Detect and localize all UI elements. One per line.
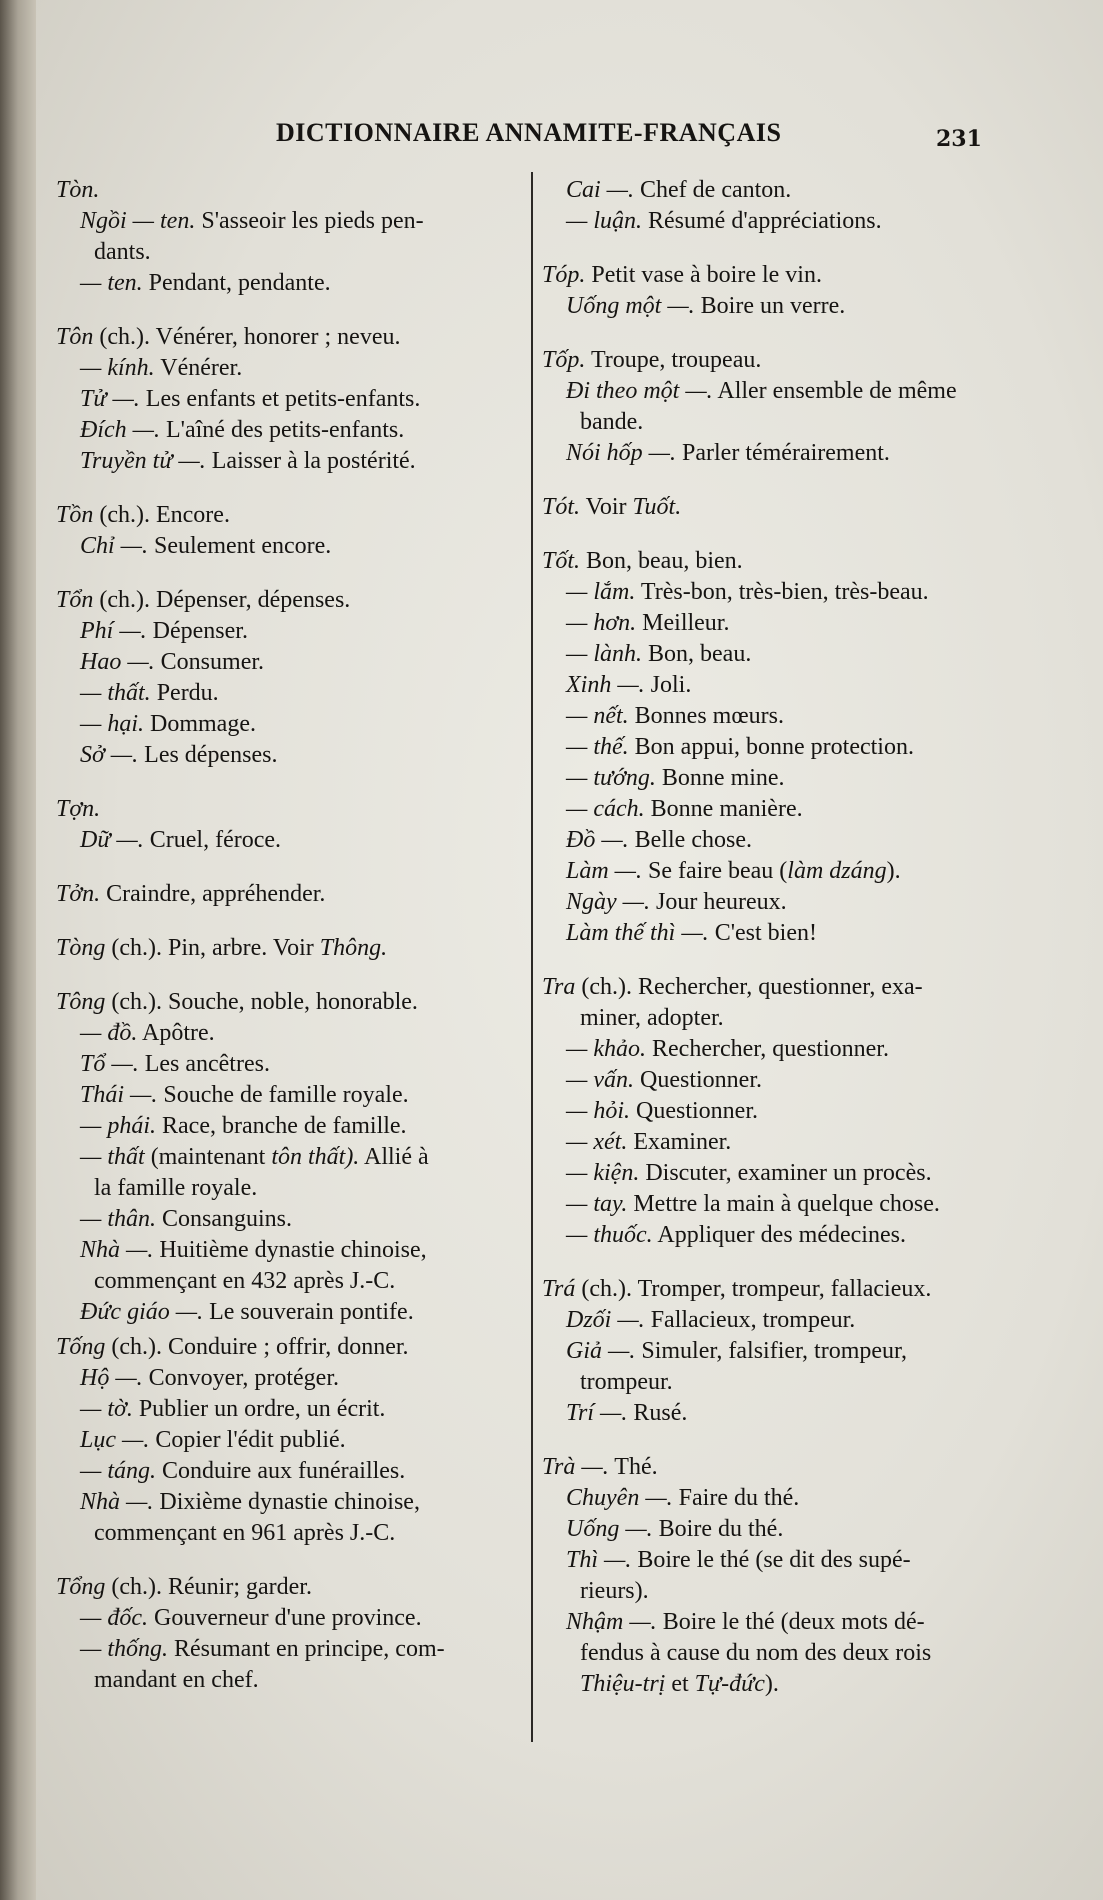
sub-entry: Tổ —. Les ancêtres. <box>80 1051 270 1077</box>
entry-ton-ch: Tôn (ch.). Vénérer, honorer ; neveu. — kính. Vénérer. Tử —. Les enfants et petits-enfants. Đích —. L'aîné des petits-enfants. Truyền tử —. Laisser à la postérité. <box>56 322 536 477</box>
sub-entry: Đi theo một —. Aller ensemble de même <box>566 378 957 404</box>
continuation: la famille royale. <box>94 1175 258 1201</box>
headword: Tổng <box>56 1574 106 1600</box>
dictionary-page <box>36 0 1103 1900</box>
headword: Tốp. <box>542 347 586 373</box>
sub-entry: Nhà —. Huitième dynastie chinoise, <box>80 1237 427 1263</box>
sub-entry: — luận. Résumé d'appréciations. <box>566 208 882 234</box>
sub-entry: Lục —. Copier l'édit publié. <box>80 1427 346 1453</box>
entry-tong-reunir: Tổng (ch.). Réunir; garder. — đốc. Gouverneur d'une province. — thống. Résumant en principe, com- mandant en chef. <box>56 1572 536 1696</box>
sub-entry: — tay. Mettre la main à quelque chose. <box>566 1191 940 1217</box>
headword: Tòng <box>56 935 106 961</box>
headword: Tống <box>56 1334 106 1360</box>
continuation: miner, adopter. <box>580 1005 724 1031</box>
continuation: commençant en 432 après J.-C. <box>94 1268 396 1294</box>
headword: Tông <box>56 989 106 1015</box>
sub-entry: Sở —. Les dépenses. <box>80 742 278 768</box>
sub-entry: — cách. Bonne manière. <box>566 796 803 822</box>
entry-top-vase: Tóp. Petit vase à boire le vin. Uống một —. Boire un verre. <box>542 260 1042 322</box>
entry-tot-bon: Tốt. Bon, beau, bien. — lắm. Très-bon, très-bien, très-beau. — hơn. Meilleur. — lành. Bon, beau. Xinh —. Joli. — nết. Bonnes mœurs. — thế. Bon appui, bonne protection. — tướng. Bonne mine. — cách. Bonne manière. Đồ —. Belle chose. Làm —. Se faire beau (làm dzáng). Ngày —. Jour heureux. Làm thế thì —. C'est bien! <box>542 546 1042 949</box>
sub-entry: — thuốc. Appliquer des médecines. <box>566 1222 906 1248</box>
sub-entry: — tờ. Publier un ordre, un écrit. <box>80 1396 386 1422</box>
sub-entry: — ten. Pendant, pendante. <box>80 270 331 296</box>
sub-entry: Dữ —. Cruel, féroce. <box>80 827 282 853</box>
entry-ton-depenser: Tổn (ch.). Dépenser, dépenses. Phí —. Dépenser. Hao —. Consumer. — thất. Perdu. — hại. Dommage. Sở —. Les dépenses. <box>56 585 536 771</box>
sub-entry: Làm thế thì —. C'est bien! <box>566 920 817 946</box>
running-header: DICTIONNAIRE ANNAMITE-FRANÇAIS <box>276 118 782 147</box>
headword: Tồn <box>56 502 94 528</box>
continuation: dants. <box>94 239 151 265</box>
sub-entry: — đốc. Gouverneur d'une province. <box>80 1605 422 1631</box>
headword: Tôn <box>56 324 94 350</box>
headword: Tợn. <box>56 796 101 822</box>
sub-entry: Uống —. Boire du thé. <box>566 1516 784 1542</box>
sub-entry: Nhậm —. Boire le thé (deux mots dé- <box>566 1609 925 1635</box>
sub-entry: — kiện. Discuter, examiner un procès. <box>566 1160 932 1186</box>
continuation: fendus à cause du nom des deux rois <box>580 1640 932 1666</box>
headword: Tót. <box>542 494 581 520</box>
sub-entry: Uống một —. Boire un verre. <box>566 293 846 319</box>
right-column <box>542 175 1042 1723</box>
entry-tong-pin: Tòng (ch.). Pin, arbre. Voir Thông. <box>56 935 388 961</box>
entry-tong-conduire: Tống (ch.). Conduire ; offrir, donner. Hộ —. Convoyer, protéger. — tờ. Publier un ordre, un écrit. Lục —. Copier l'édit publié. — táng. Conduire aux funérailles. Nhà —. Dixième dynastie chinoise, commençant en 961 après J.-C. <box>56 1332 536 1549</box>
sub-entry: — hỏi. Questionner. <box>566 1098 758 1124</box>
entry-tot-voir: Tót. Voir Tuốt. <box>542 494 682 520</box>
sub-entry: Xinh —. Joli. <box>566 672 692 698</box>
entry-tra-rechercher: Tra (ch.). Rechercher, questionner, exa- miner, adopter. — khảo. Rechercher, questionner. — vấn. Questionner. — hỏi. Questionner. — xét. Examiner. — kiện. Discuter, examiner un procès. — tay. Mettre la main à quelque chose. — thuốc. Appliquer des médecines. <box>542 972 1042 1251</box>
entry-tra-tromper: Trá (ch.). Tromper, trompeur, fallacieux. Dzối —. Fallacieux, trompeur. Giả —. Simuler, falsifier, trompeur, trompeur. Trí —. Rusé. <box>542 1274 1042 1429</box>
headword: Trà —. <box>542 1454 609 1480</box>
continuation: rieurs). <box>580 1578 649 1604</box>
sub-entry: Chỉ —. Seulement encore. <box>80 533 332 559</box>
sub-entry: Cai —. Chef de canton. <box>566 177 792 203</box>
continuation: commençant en 961 après J.-C. <box>94 1520 396 1546</box>
sub-entry: Giả —. Simuler, falsifier, trompeur, <box>566 1338 908 1364</box>
headword: Tra <box>542 974 576 1000</box>
sub-entry: Chuyên —. Faire du thé. <box>566 1485 800 1511</box>
headword: Tổn <box>56 587 94 613</box>
sub-entry: — lắm. Très-bon, très-bien, très-beau. <box>566 579 929 605</box>
sub-entry: Đức giáo —. Le souverain pontife. <box>80 1299 414 1325</box>
sub-entry: — khảo. Rechercher, questionner. <box>566 1036 889 1062</box>
headword: Tởn. <box>56 881 101 907</box>
sub-entry: Tử —. Les enfants et petits-enfants. <box>80 386 421 412</box>
entry-tong-continued <box>542 175 1042 237</box>
sub-entry: Phí —. Dépenser. <box>80 618 248 644</box>
sub-entry: Đích —. L'aîné des petits-enfants. <box>80 417 405 443</box>
sub-entry: — táng. Conduire aux funérailles. <box>80 1458 406 1484</box>
sub-entry: — vấn. Questionner. <box>566 1067 762 1093</box>
sub-entry: Ngồi — ten. S'asseoir les pieds pen- <box>80 208 424 234</box>
book-gutter <box>0 0 40 1900</box>
sub-entry: — hơn. Meilleur. <box>566 610 730 636</box>
continuation: bande. <box>580 409 644 435</box>
sub-entry: — thế. Bon appui, bonne protection. <box>566 734 914 760</box>
sub-entry: — thân. Consanguins. <box>80 1206 293 1232</box>
page-number: 231 <box>936 126 982 152</box>
entry-ton-craindre: Tởn. Craindre, appréhender. <box>56 881 326 907</box>
sub-entry: — kính. Vénérer. <box>80 355 243 381</box>
sub-entry: Nhà —. Dixième dynastie chinoise, <box>80 1489 420 1515</box>
sub-entry: — phái. Race, branche de famille. <box>80 1113 407 1139</box>
entry-ton-encore: Tồn (ch.). Encore. Chỉ —. Seulement encore. <box>56 500 536 562</box>
entry-top-troupe: Tốp. Troupe, troupeau. Đi theo một —. Aller ensemble de même bande. Nói hốp —. Parler témérairement. <box>542 345 1042 469</box>
sub-entry: Truyền tử —. Laisser à la postérité. <box>80 448 416 474</box>
sub-entry: Nói hốp —. Parler témérairement. <box>566 440 890 466</box>
left-column <box>56 175 536 1719</box>
entry-ton-cruel <box>56 794 536 856</box>
sub-entry: Thì —. Boire le thé (se dit des supé- <box>566 1547 911 1573</box>
sub-entry: Dzối —. Fallacieux, trompeur. <box>566 1307 856 1333</box>
sub-entry: Đồ —. Belle chose. <box>566 827 752 853</box>
sub-entry: Trí —. Rusé. <box>566 1400 688 1426</box>
headword: Tóp. <box>542 262 586 288</box>
sub-entry: Hộ —. Convoyer, protéger. <box>80 1365 339 1391</box>
sub-entry: — xét. Examiner. <box>566 1129 732 1155</box>
headword: Trá <box>542 1276 576 1302</box>
entry-ton <box>56 175 536 299</box>
sub-entry: — đồ. Apôtre. <box>80 1020 215 1046</box>
headword: Tòn. <box>56 177 100 203</box>
continuation: mandant en chef. <box>94 1667 259 1693</box>
sub-entry: — hại. Dommage. <box>80 711 256 737</box>
sub-entry: — thất. Perdu. <box>80 680 219 706</box>
entry-tong-souche: Tông (ch.). Souche, noble, honorable. — đồ. Apôtre. Tổ —. Les ancêtres. Thái —. Souche de famille royale. — phái. Race, branche de famille. — thất (maintenant tôn thất). Allié à la famille royale. — thân. Consanguins. Nhà —. Huitième dynastie chinoise, commençant en 432 après J.-C. Đức giáo —. Le souverain pontife. <box>56 987 536 1328</box>
sub-entry: — thất (maintenant tôn thất). Allié à <box>80 1144 429 1170</box>
continuation: Thiệu-trị et Tự-đức). <box>580 1671 779 1697</box>
sub-entry: — thống. Résumant en principe, com- <box>80 1636 445 1662</box>
sub-entry: Thái —. Souche de famille royale. <box>80 1082 409 1108</box>
sub-entry: Làm —. Se faire beau (làm dzáng). <box>566 858 901 884</box>
sub-entry: Ngày —. Jour heureux. <box>566 889 787 915</box>
headword: Tốt. <box>542 548 581 574</box>
entry-tra-the: Trà —. Thé. Chuyên —. Faire du thé. Uống —. Boire du thé. Thì —. Boire le thé (se dit des supé- rieurs). Nhậm —. Boire le thé (deux mots dé- fendus à cause du nom des deux rois Thiệu-trị et Tự-đức). <box>542 1452 1042 1700</box>
continuation: trompeur. <box>580 1369 673 1395</box>
sub-entry: Hao —. Consumer. <box>80 649 265 675</box>
sub-entry: — lành. Bon, beau. <box>566 641 752 667</box>
sub-entry: — tướng. Bonne mine. <box>566 765 785 791</box>
sub-entry: — nết. Bonnes mœurs. <box>566 703 785 729</box>
